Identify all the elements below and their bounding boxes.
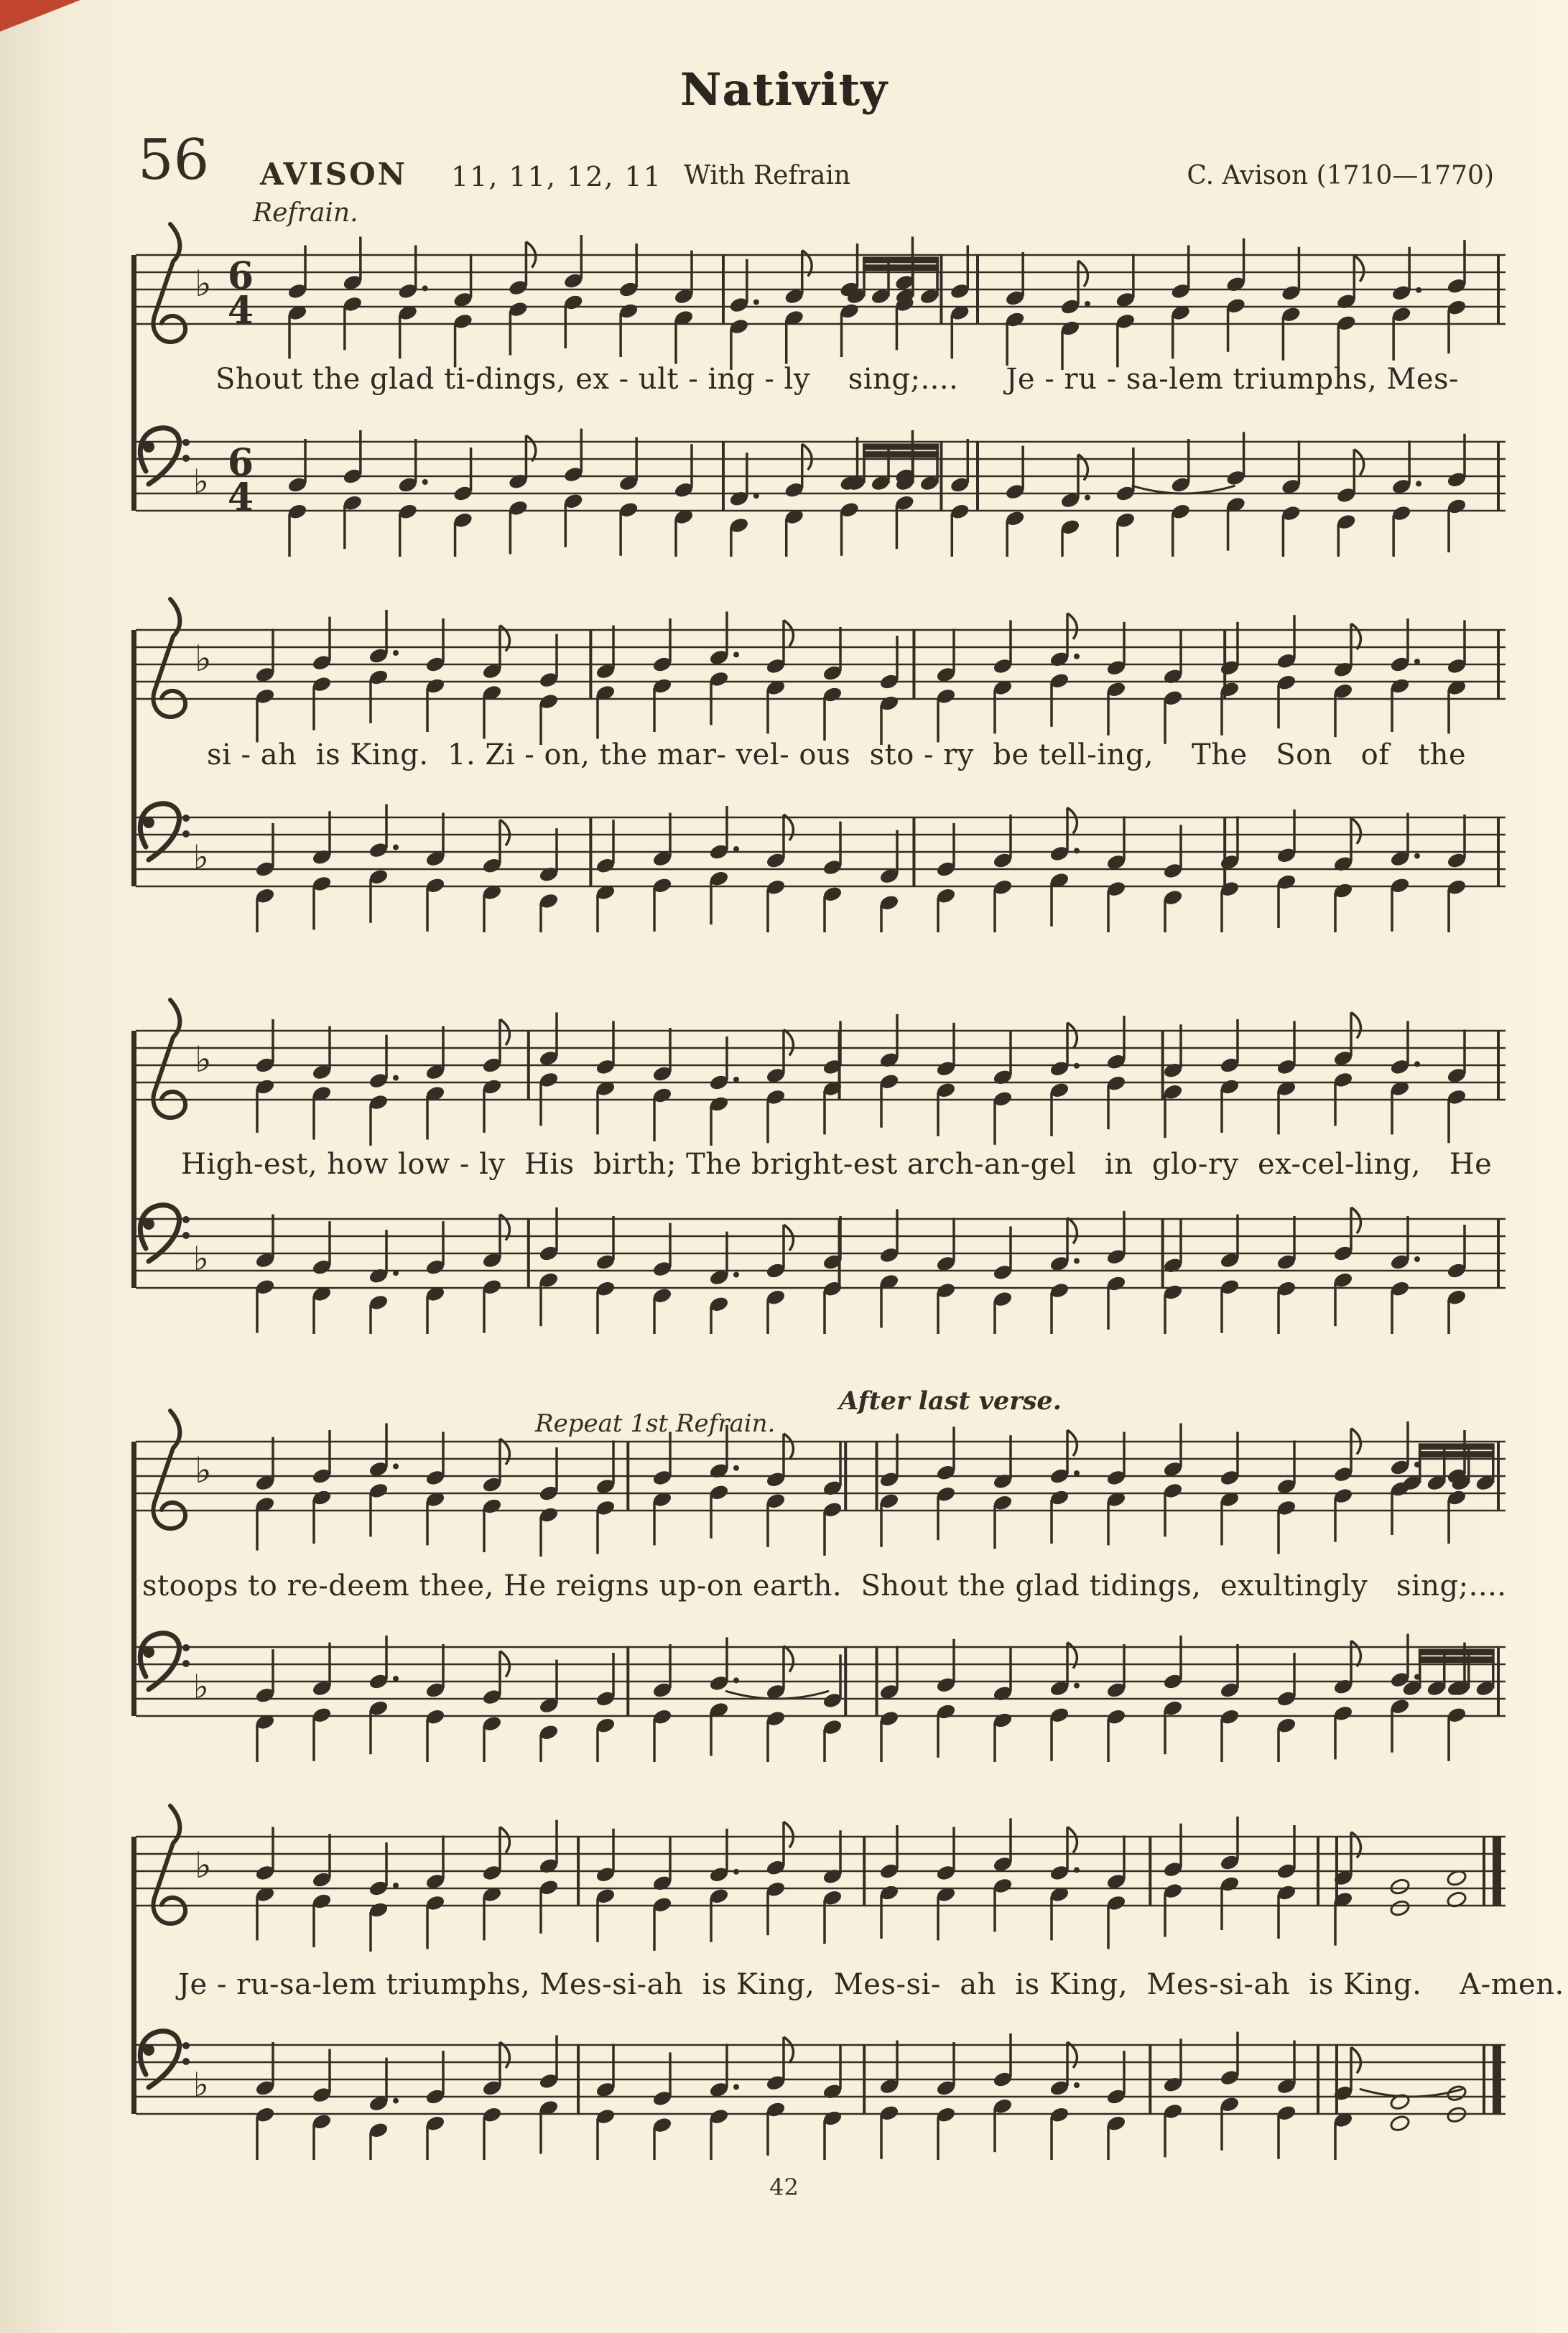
- system-3-bass-staff: [133, 1179, 1508, 1334]
- svg-text:♭: ♭: [195, 1450, 212, 1491]
- system-2-bass-staff: [133, 778, 1508, 932]
- repeat-first-refrain-label: Repeat 1st Refrain.: [535, 1409, 776, 1438]
- svg-text:4: 4: [227, 289, 254, 333]
- system-2-treble-staff: [133, 590, 1508, 745]
- hymn-meter: 11, 11, 12, 11: [451, 161, 662, 193]
- svg-text:♭: ♭: [193, 2065, 209, 2104]
- system-1-treble-staff: [133, 215, 1508, 370]
- system-5-treble-staff: [133, 1797, 1508, 1952]
- lyric-line-4: stoops to re-deem thee, He reigns up-on earth. Shout the glad tidings, exultingly sing;....: [142, 1569, 1507, 1603]
- svg-text:6: 6: [227, 254, 254, 298]
- composer-credit: C. Avison (1710—1770): [1187, 161, 1494, 190]
- after-last-verse-label: After last verse.: [839, 1386, 1062, 1416]
- svg-text:♭: ♭: [193, 1239, 209, 1278]
- svg-text:♭: ♭: [195, 1039, 212, 1080]
- section-title: Nativity: [679, 63, 889, 116]
- lyric-line-2: si - ah is King. 1. Zi - on, the mar- vel- ous sto - ry be tell-ing, The Son of the: [207, 738, 1467, 771]
- system-5-bass-staff: [133, 2005, 1508, 2160]
- svg-text:♭: ♭: [193, 1667, 209, 1706]
- page-corner-accent: [0, 0, 80, 32]
- lyric-line-3: High-est, how low - ly His birth; The bright-est arch-an-gel in glo-ry ex-cel-ling, He: [181, 1148, 1493, 1181]
- refrain-label: Refrain.: [253, 198, 358, 228]
- system-1-bass-staff: [133, 402, 1508, 557]
- svg-text:6: 6: [227, 441, 254, 485]
- lyric-line-5: Je - ru-sa-lem triumphs, Mes-si-ah is King, Mes-si- ah is King, Mes-si-ah is King. A-men.: [178, 1968, 1564, 2001]
- lyric-line-1: Shout the glad ti-dings, ex - ult - ing - ly sing;.... Je - ru - sa-lem triumphs, Mes-: [215, 363, 1460, 396]
- tune-name: AVISON: [260, 157, 408, 192]
- svg-text:♭: ♭: [193, 462, 209, 501]
- with-refrain-note: With Refrain: [684, 161, 851, 190]
- system-4-bass-staff: [133, 1608, 1508, 1762]
- svg-text:♭: ♭: [195, 263, 212, 305]
- svg-text:♭: ♭: [193, 838, 209, 876]
- system-3-treble-staff: [133, 991, 1508, 1146]
- svg-text:♭: ♭: [195, 1845, 212, 1886]
- page-number: 42: [769, 2174, 799, 2201]
- hymn-number: 56: [138, 128, 210, 193]
- system-4-treble-staff: [133, 1402, 1508, 1557]
- svg-text:4: 4: [227, 476, 254, 519]
- svg-text:♭: ♭: [195, 638, 212, 680]
